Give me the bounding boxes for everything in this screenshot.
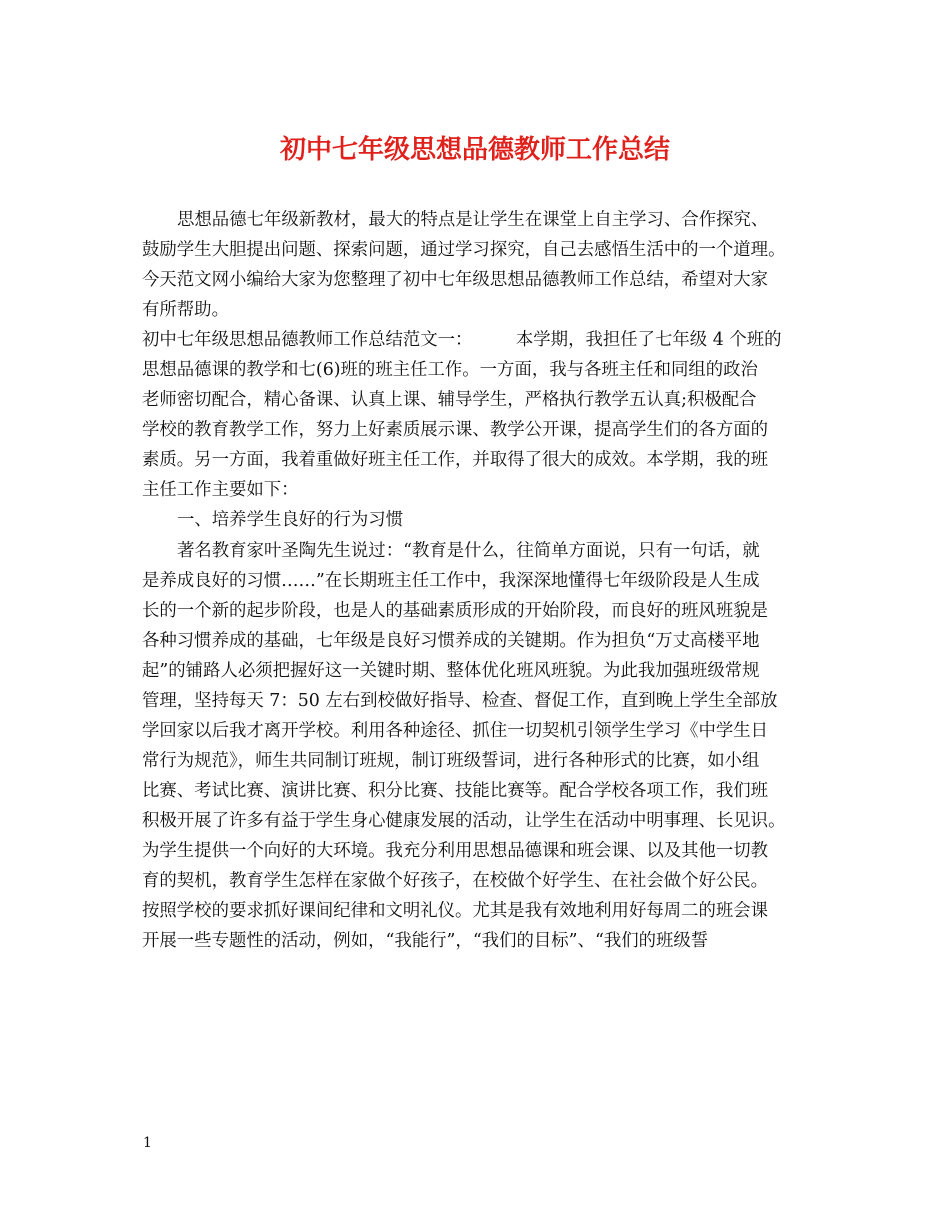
paragraph-line: 起”的铺路人必须把握好这一关键时期、整体优化班风班貌。为此我加强班级常规 xyxy=(142,660,760,681)
document-body xyxy=(142,205,822,956)
paragraph-line: 学校的教育教学工作，努力上好素质展示课、教学公开课，提高学生们的各方面的 xyxy=(142,420,769,441)
paragraph-line: 初中七年级思想品德教师工作总结范文一： 本学期，我担任了七年级 4 个班的 xyxy=(142,330,782,351)
paragraph-line: 是养成良好的习惯……”在长期班主任工作中，我深深地懂得七年级阶段是人生成 xyxy=(142,570,760,591)
paragraph-line: 主任工作主要如下： xyxy=(142,480,299,501)
paragraph-line: 长的一个新的起步阶段，也是人的基础素质形成的开始阶段，而良好的班风班貌是 xyxy=(142,600,769,621)
paragraph-line: 育的契机，教育学生怎样在家做个好孩子，在校做个好学生、在社会做个好公民。 xyxy=(142,871,769,892)
document-title: 初中七年级思想品德教师工作总结 xyxy=(279,135,670,165)
paragraph-line: 学回家以后我才离开学校。利用各种途径、抓住一切契机引领学生学习《中学生日 xyxy=(142,720,769,741)
paragraph-line: 各种习惯养成的基础，七年级是良好习惯养成的关键期。作为担负“万丈高楼平地 xyxy=(142,630,760,651)
paragraph-line: 素质。另一方面，我着重做好班主任工作，并取得了很大的成效。本学期，我的班 xyxy=(142,450,769,471)
paragraph-line: 常行为规范》，师生共同制订班规，制订班级誓词，进行各种形式的比赛，如小组 xyxy=(142,750,760,771)
section-heading: 一、培养学生良好的行为习惯 xyxy=(177,510,404,531)
paragraph-line: 比赛、考试比赛、演讲比赛、积分比赛、技能比赛等。配合学校各项工作，我们班 xyxy=(142,780,769,801)
paragraph-line: 思想品德课的教学和七(6)班的班主任工作。一方面，我与各班主任和同组的政治 xyxy=(142,360,758,381)
paragraph-line: 鼓励学生大胆提出问题、探索问题，通过学习探究，自己去感悟生活中的一个道理。 xyxy=(142,240,786,261)
paragraph-line: 老师密切配合，精心备课、认真上课、辅导学生，严格执行教学五认真;积极配合 xyxy=(142,390,757,411)
page-number: 1 xyxy=(143,1135,152,1151)
paragraph-line: 今天范文网小编给大家为您整理了初中七年级思想品德教师工作总结，希望对大家 xyxy=(142,270,769,291)
paragraph-line: 开展一些专题性的活动，例如，“我能行”，“我们的目标”、“我们的班级誓 xyxy=(142,931,709,952)
paragraph-line: 积极开展了许多有益于学生身心健康发展的活动，让学生在活动中明事理、长见识。 xyxy=(142,810,786,831)
paragraph-line: 管理，坚持每天 7：50 左右到校做好指导、检查、督促工作，直到晚上学生全部放 xyxy=(142,690,778,711)
paragraph-line: 著名教育家叶圣陶先生说过：“教育是什么，往简单方面说，只有一句话，就 xyxy=(177,540,760,561)
paragraph-line: 按照学校的要求抓好课间纪律和文明礼仪。尤其是我有效地利用好每周二的班会课 xyxy=(142,901,769,922)
paragraph-line: 有所帮助。 xyxy=(142,300,229,321)
paragraph-line: 思想品德七年级新教材，最大的特点是让学生在课堂上自主学习、合作探究、 xyxy=(177,210,769,230)
paragraph-line: 为学生提供一个向好的大环境。我充分利用思想品德课和班会课、以及其他一切教 xyxy=(142,840,769,861)
